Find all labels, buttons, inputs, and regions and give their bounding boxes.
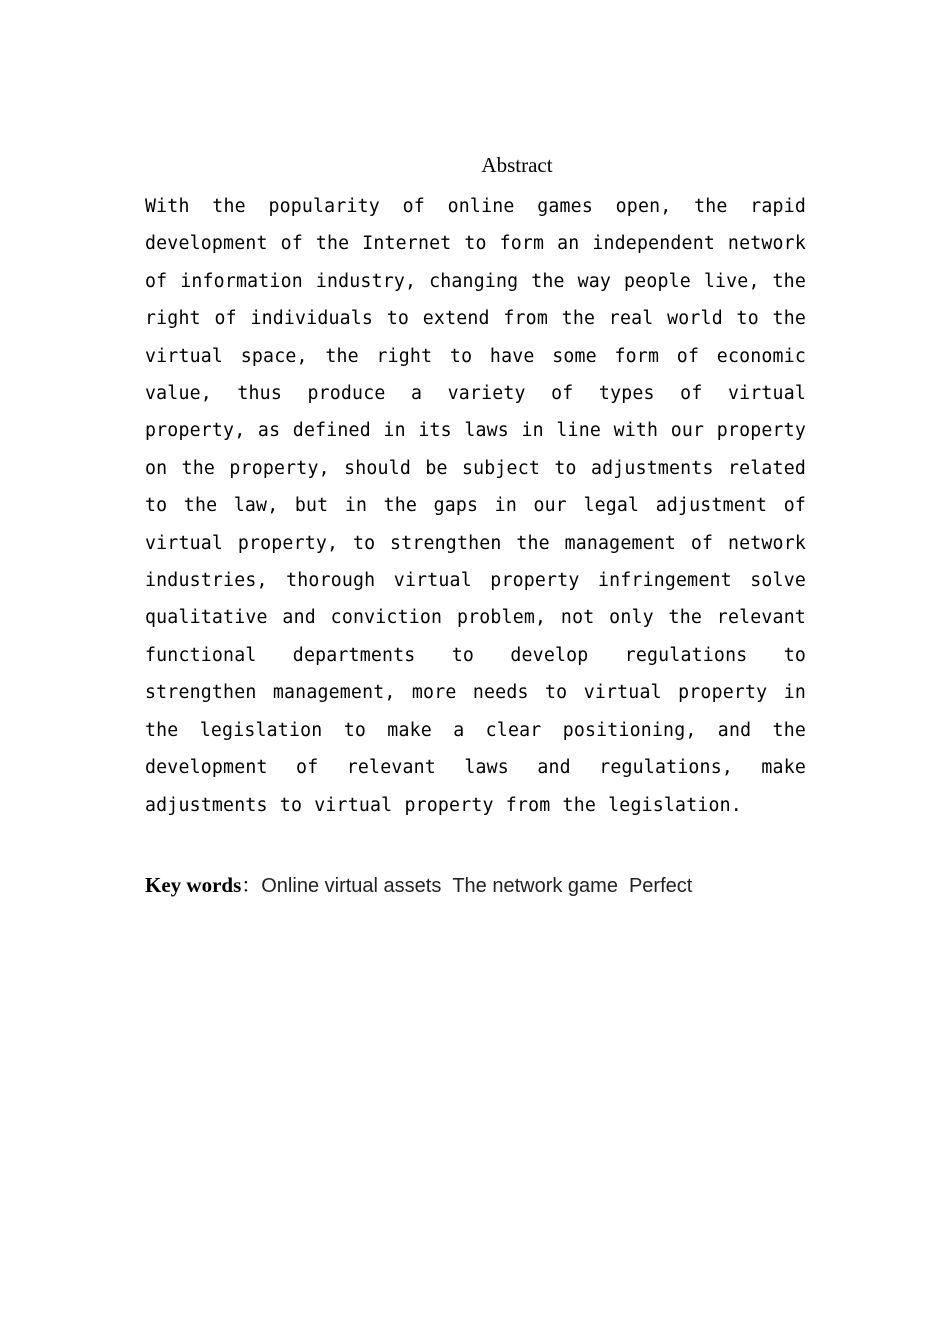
keyword-item: The network game (452, 875, 618, 897)
keywords-separator: ： (241, 875, 262, 897)
keyword-item: Online virtual assets (261, 875, 442, 897)
keywords-label: Key words (145, 873, 242, 897)
abstract-body: With the popularity of online games open, the rapid development of the Internet to form an independent network of information industry, changing the way people live, the right of individuals to extend from the real world to the virtual space, the right to have some form of economic value, thus produce a variety of types of virtual property, as defined in its laws in line with our property on the property, should be subject to adjustments related to the law, but in the gaps in our legal adjustment of virtual property, to strengthen the management of network industries, thorough virtual property infringement solve qualitative and conviction problem, not only the relevant functional departments to develop regulations to strengthen management, more needs to virtual property in the legislation to make a clear positioning, and the development of relevant laws and regulations, make adjustments to virtual property from the legislation. (145, 196, 806, 816)
keyword-item: Perfect (628, 875, 693, 897)
abstract-title: Abstract (481, 153, 553, 177)
keywords-line (145, 871, 845, 902)
